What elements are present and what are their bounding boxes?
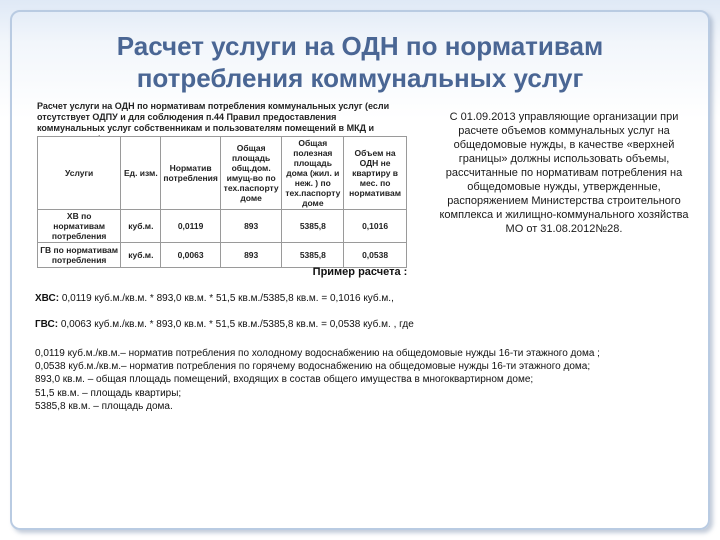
col-header-volume: Объем на ОДН не квартиру в мес. по нормативам (344, 137, 407, 210)
table-cell: ХВ по нормативам потребления (38, 210, 121, 243)
slide-title (40, 30, 680, 94)
table-caption: Расчет услуги на ОДН по нормативам потребления коммунальных услуг (если отсутствует ОДПУ и для соблюдения п.44 Правил предоставления коммунальных услуг собственникам и пользователям помещений в МКД и (37, 101, 390, 133)
gvs-formula: 0,0063 куб.м./кв.м. * 893,0 кв.м. * 51,5 кв.м./5385,8 кв.м. = 0,0538 куб.м. , где (58, 319, 414, 330)
table-cell: 0,0119 (161, 210, 220, 243)
title-line-2: потребления коммунальных услуг (136, 63, 584, 93)
legend-notes (35, 347, 645, 413)
table-cell: 0,0538 (344, 243, 407, 268)
hvs-label: ХВС: (35, 293, 60, 304)
table-cell: 5385,8 (282, 243, 344, 268)
hvs-calculation (35, 292, 675, 305)
table-cell: ГВ по нормативам потребления (38, 243, 121, 268)
table-cell: 893 (220, 210, 282, 243)
title-line-1: Расчет услуги на ОДН по нормативам (116, 31, 604, 61)
regulation-note: С 01.09.2013 управляющие организации при расчете объемов коммунальных услуг на общедомовые нужды, в качестве «верхней границы» должны использовать объемы, рассчитанные по нормативам потребления на общедомовые нужды, утвержденные, распоряжением Министерства строительного комплекса и жилищно-коммунального хозяйства МО от 31.08.2012№28. (439, 111, 689, 235)
hvs-formula: 0,0119 куб.м./кв.м. * 893,0 кв.м. * 51,5 кв.м./5385,8 кв.м. = 0,1016 куб.м., (59, 293, 394, 304)
gvs-label: ГВС: (35, 319, 59, 330)
table-cell: 5385,8 (282, 210, 344, 243)
note-item: 893,0 кв.м. – общая площадь помещений, входящих в состав общего имущества в многоквартирном доме; (35, 374, 534, 386)
norms-table (37, 136, 407, 268)
note-item: 0,0119 куб.м./кв.м.– норматив потребления по холодному водоснабжению на общедомовые нужды 16-ти этажного дома ; (35, 348, 600, 359)
table-cell: 893 (220, 243, 282, 268)
col-header-unit: Ед. изм. (121, 137, 161, 210)
example-heading: Пример расчета : (312, 266, 408, 278)
note-item: 0,0538 куб.м./кв.м.– норматив потребления по горячему водоснабжению на общедомовые нужды 16-ти этажного дома; (35, 361, 591, 373)
note-item: 51,5 кв.м. – площадь квартиры; (35, 387, 182, 399)
col-header-useful-area: Общая полезная площадь дома (жил. и неж. ) по тех.паспорту доме (282, 137, 344, 210)
table-cell: куб.м. (121, 243, 161, 268)
col-header-service: Услуги (38, 137, 121, 210)
table-row (38, 243, 407, 268)
note-item: 5385,8 кв.м. – площадь дома. (35, 400, 173, 412)
gvs-calculation (35, 318, 675, 331)
table-cell: 0,0063 (161, 243, 220, 268)
table-cell: 0,1016 (344, 210, 407, 243)
col-header-common-area: Общая площадь общ.дом. имущ-во по тех.паспорту доме (220, 137, 282, 210)
table-row (38, 210, 407, 243)
col-header-norm: Норматив потребления (161, 137, 220, 210)
table-header-row (38, 137, 407, 210)
table-cell: куб.м. (121, 210, 161, 243)
